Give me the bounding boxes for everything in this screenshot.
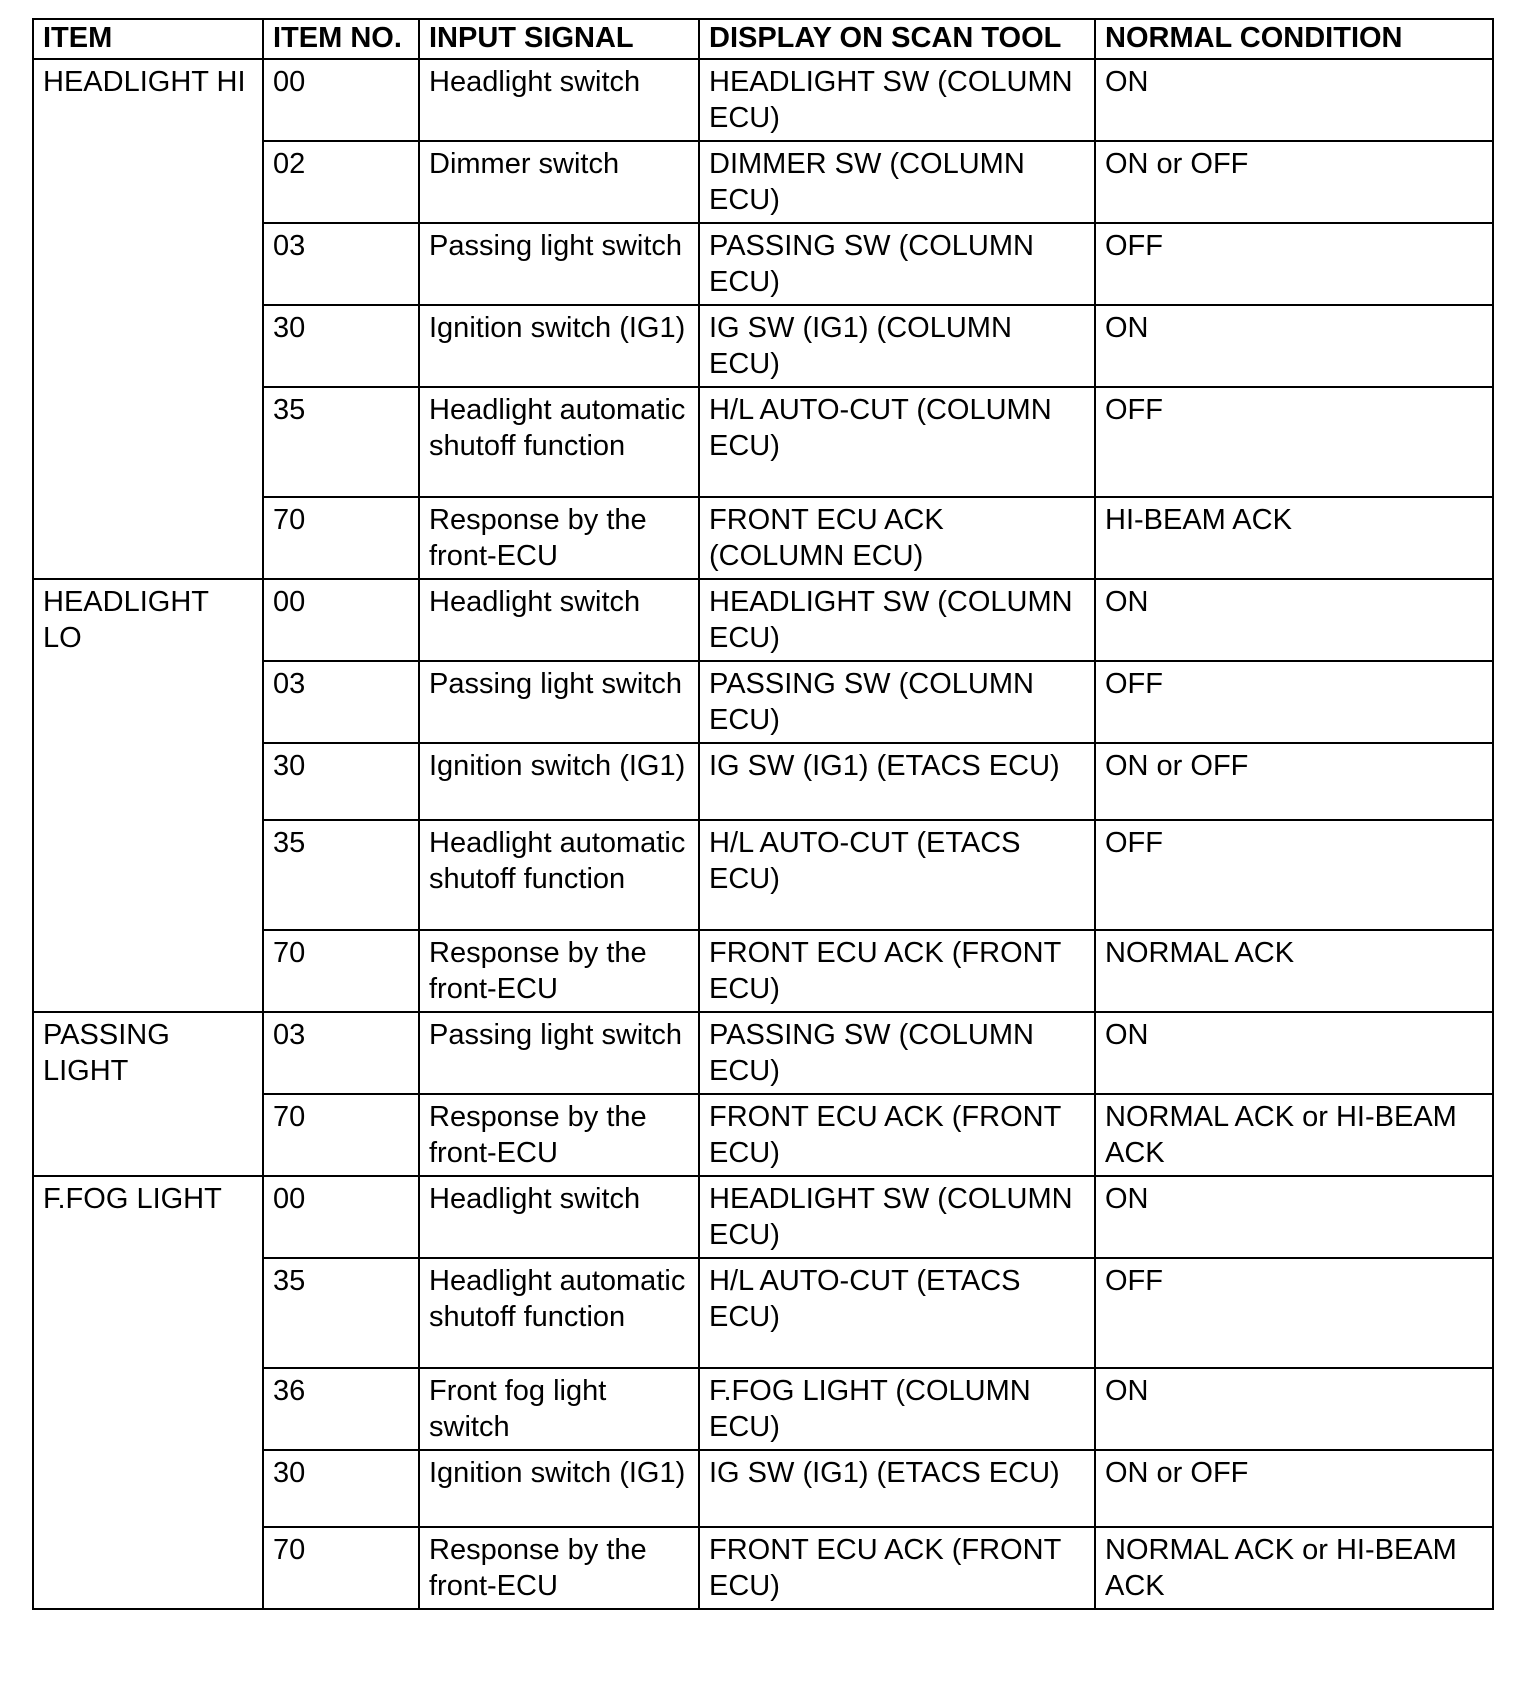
normal-condition-cell: NORMAL ACK or HI-BEAM ACK — [1095, 1527, 1493, 1609]
item-no-cell: 03 — [263, 661, 419, 743]
normal-condition-cell: OFF — [1095, 1258, 1493, 1368]
input-signal-cell: Response by the front-ECU — [419, 1094, 699, 1176]
input-signal-cell: Front fog light switch — [419, 1368, 699, 1450]
input-signal-cell: Headlight automatic shutoff function — [419, 820, 699, 930]
item-no-cell: 00 — [263, 59, 419, 141]
normal-condition-cell: ON or OFF — [1095, 141, 1493, 223]
normal-condition-cell: ON or OFF — [1095, 1450, 1493, 1527]
item-no-cell: 00 — [263, 1176, 419, 1258]
input-signal-cell: Response by the front-ECU — [419, 497, 699, 579]
input-signal-cell: Ignition switch (IG1) — [419, 1450, 699, 1527]
input-signal-cell: Dimmer switch — [419, 141, 699, 223]
item-group-name: F.FOG LIGHT — [33, 1176, 263, 1609]
scan-tool-display-cell: IG SW (IG1) (ETACS ECU) — [699, 743, 1095, 820]
scan-tool-display-cell: PASSING SW (COLUMN ECU) — [699, 223, 1095, 305]
header-item: ITEM — [33, 19, 263, 59]
item-no-cell: 02 — [263, 141, 419, 223]
item-group-name: HEADLIGHT HI — [33, 59, 263, 579]
item-no-cell: 70 — [263, 497, 419, 579]
item-no-cell: 36 — [263, 1368, 419, 1450]
scan-tool-display-cell: FRONT ECU ACK (FRONT ECU) — [699, 930, 1095, 1012]
normal-condition-cell: HI-BEAM ACK — [1095, 497, 1493, 579]
item-group-name: HEADLIGHT LO — [33, 579, 263, 1012]
scan-tool-display-cell: IG SW (IG1) (ETACS ECU) — [699, 1450, 1095, 1527]
scan-tool-display-cell: HEADLIGHT SW (COLUMN ECU) — [699, 579, 1095, 661]
input-signal-cell: Passing light switch — [419, 1012, 699, 1094]
scan-tool-display-cell: PASSING SW (COLUMN ECU) — [699, 661, 1095, 743]
table-row — [33, 579, 1493, 661]
normal-condition-cell: ON or OFF — [1095, 743, 1493, 820]
normal-condition-cell: OFF — [1095, 820, 1493, 930]
normal-condition-cell: ON — [1095, 1012, 1493, 1094]
table-body — [33, 59, 1493, 1609]
item-no-cell: 30 — [263, 1450, 419, 1527]
normal-condition-cell: ON — [1095, 1368, 1493, 1450]
header-normal-condition: NORMAL CONDITION — [1095, 19, 1493, 59]
input-signal-cell: Ignition switch (IG1) — [419, 305, 699, 387]
normal-condition-cell: NORMAL ACK or HI-BEAM ACK — [1095, 1094, 1493, 1176]
item-group-name: PASSING LIGHT — [33, 1012, 263, 1176]
input-signal-cell: Response by the front-ECU — [419, 1527, 699, 1609]
scan-tool-display-cell: FRONT ECU ACK (FRONT ECU) — [699, 1094, 1095, 1176]
normal-condition-cell: ON — [1095, 1176, 1493, 1258]
input-signal-cell: Passing light switch — [419, 661, 699, 743]
scan-tool-display-cell: PASSING SW (COLUMN ECU) — [699, 1012, 1095, 1094]
item-no-cell: 35 — [263, 820, 419, 930]
input-signal-cell: Headlight automatic shutoff function — [419, 387, 699, 497]
scan-tool-display-cell: IG SW (IG1) (COLUMN ECU) — [699, 305, 1095, 387]
input-signal-cell: Ignition switch (IG1) — [419, 743, 699, 820]
scan-tool-display-cell: FRONT ECU ACK (FRONT ECU) — [699, 1527, 1095, 1609]
item-no-cell: 70 — [263, 930, 419, 1012]
input-signal-cell: Headlight switch — [419, 59, 699, 141]
input-signal-cell: Passing light switch — [419, 223, 699, 305]
table-header — [33, 19, 1493, 59]
normal-condition-cell: ON — [1095, 59, 1493, 141]
input-signal-cell: Response by the front-ECU — [419, 930, 699, 1012]
header-input-signal: INPUT SIGNAL — [419, 19, 699, 59]
normal-condition-cell: OFF — [1095, 387, 1493, 497]
input-signal-cell: Headlight switch — [419, 579, 699, 661]
input-signal-cell: Headlight switch — [419, 1176, 699, 1258]
scan-tool-display-cell: H/L AUTO-CUT (ETACS ECU) — [699, 1258, 1095, 1368]
scan-tool-data-table — [32, 18, 1494, 1610]
scan-tool-display-cell: FRONT ECU ACK (COLUMN ECU) — [699, 497, 1095, 579]
document-page — [32, 18, 1492, 1610]
normal-condition-cell: ON — [1095, 579, 1493, 661]
normal-condition-cell: OFF — [1095, 661, 1493, 743]
item-no-cell: 70 — [263, 1094, 419, 1176]
item-no-cell: 30 — [263, 305, 419, 387]
item-no-cell: 30 — [263, 743, 419, 820]
table-row — [33, 1012, 1493, 1094]
normal-condition-cell: ON — [1095, 305, 1493, 387]
item-no-cell: 35 — [263, 387, 419, 497]
scan-tool-display-cell: F.FOG LIGHT (COLUMN ECU) — [699, 1368, 1095, 1450]
item-no-cell: 70 — [263, 1527, 419, 1609]
header-display-on-scan-tool: DISPLAY ON SCAN TOOL — [699, 19, 1095, 59]
scan-tool-display-cell: H/L AUTO-CUT (ETACS ECU) — [699, 820, 1095, 930]
normal-condition-cell: NORMAL ACK — [1095, 930, 1493, 1012]
scan-tool-display-cell: HEADLIGHT SW (COLUMN ECU) — [699, 59, 1095, 141]
item-no-cell: 35 — [263, 1258, 419, 1368]
header-row — [33, 19, 1493, 59]
scan-tool-display-cell: DIMMER SW (COLUMN ECU) — [699, 141, 1095, 223]
item-no-cell: 03 — [263, 223, 419, 305]
item-no-cell: 03 — [263, 1012, 419, 1094]
table-row — [33, 59, 1493, 141]
normal-condition-cell: OFF — [1095, 223, 1493, 305]
input-signal-cell: Headlight automatic shutoff function — [419, 1258, 699, 1368]
scan-tool-display-cell: H/L AUTO-CUT (COLUMN ECU) — [699, 387, 1095, 497]
table-row — [33, 1176, 1493, 1258]
scan-tool-display-cell: HEADLIGHT SW (COLUMN ECU) — [699, 1176, 1095, 1258]
header-item-no: ITEM NO. — [263, 19, 419, 59]
item-no-cell: 00 — [263, 579, 419, 661]
